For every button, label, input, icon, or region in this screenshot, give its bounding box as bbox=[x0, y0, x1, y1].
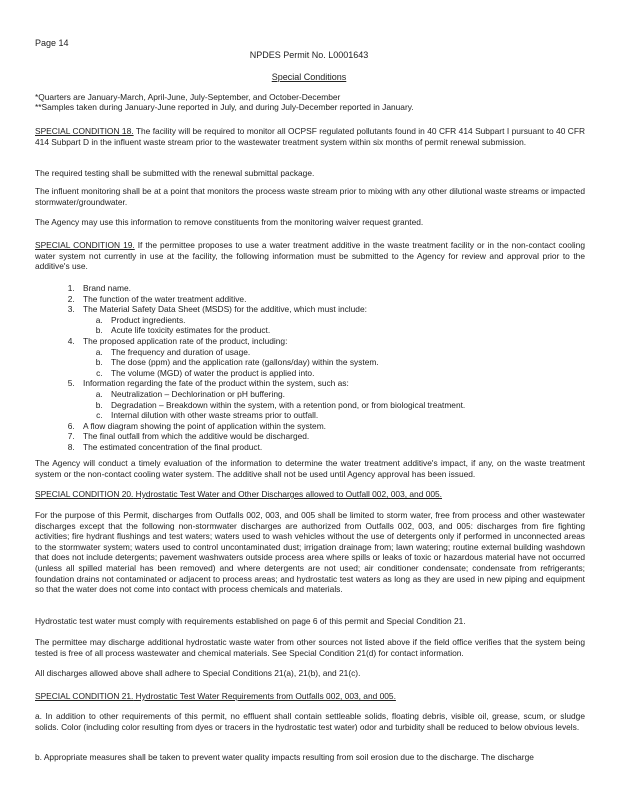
list-item bbox=[77, 336, 597, 378]
sub-list-item: c. Internal dilution with other waste streams prior to outfall. bbox=[105, 410, 597, 421]
sub-list bbox=[83, 347, 597, 379]
note-quarters: *Quarters are January-March, April-June, July-September, and October-December bbox=[35, 92, 341, 102]
sc18-paragraph-3: The influent monitoring shall be at a point that monitors the process waste stream prior to mixing with any other dilutional waste streams or impacted stormwater/groundwater. bbox=[35, 186, 585, 207]
sc20-paragraph-2: Hydrostatic test water must comply with requirements established on page 6 of this permit and Special Condition 21. bbox=[35, 616, 466, 626]
sub-list-item: a. The frequency and duration of usage. bbox=[105, 347, 597, 358]
special-condition-21 bbox=[35, 691, 585, 702]
sub-list-item: c. The volume (MGD) of water the product is applied into. bbox=[105, 368, 597, 379]
list-item: 6. A flow diagram showing the point of application within the system. bbox=[77, 421, 597, 432]
sc18-text: The facility will be required to monitor all OCPSF regulated pollutants found in 40 CFR 414 Subpart I pursuant to 40 CFR 414 Subpart D in the influent waste stream prior to the wastewater treatment system within six months of permit renewal submission. bbox=[35, 126, 585, 147]
sub-list-item: a. Product ingredients. bbox=[105, 315, 597, 326]
sc19-text: If the permittee proposes to use a water treatment additive in the waste treatment facility or in the non-contact cooling water system not currently in use at the facility, the following information must be submitted to the Agency for review and approval prior to the additive's use. bbox=[35, 240, 585, 272]
sc21-heading: SPECIAL CONDITION 21. bbox=[35, 691, 134, 701]
list-item-label: The proposed application rate of the product, including: bbox=[83, 335, 288, 346]
sub-list-item: b. The dose (ppm) and the application rate (gallons/day) within the system. bbox=[105, 357, 597, 368]
sc18-paragraph-2: The required testing shall be submitted with the renewal submittal package. bbox=[35, 168, 315, 178]
list-item bbox=[77, 378, 597, 420]
list-item-label: Information regarding the fate of the product within the system, such as: bbox=[83, 378, 349, 389]
list-item: 8. The estimated concentration of the final product. bbox=[77, 442, 597, 453]
permit-title: NPDES Permit No. L0001643 bbox=[249, 50, 369, 60]
sc20-paragraph-3: The permittee may discharge additional hydrostatic waste water from other sources not listed above if the field office verifies that the system being tested is free of all process wastewater and chemical materials. See Special Condition 21(d) for contact information. bbox=[35, 637, 585, 658]
sc19-heading: SPECIAL CONDITION 19. bbox=[35, 240, 135, 250]
note-samples: **Samples taken during January-June reported in July, and during July-December reported in January. bbox=[35, 102, 414, 112]
sub-list-item: b. Acute life toxicity estimates for the product. bbox=[105, 325, 597, 336]
sc18-paragraph-4: The Agency may use this information to remove constituents from the monitoring waiver request granted. bbox=[35, 217, 424, 227]
sc21-paragraph-a: a. In addition to other requirements of this permit, no effluent shall contain settleable solids, floating debris, visible oil, grease, scum, or sludge solids. Color (including color resulting from dyes or tracers in the hydrostatic test water) odor and turbidity shall be reduced to below obvious levels. bbox=[35, 711, 585, 732]
special-condition-19 bbox=[35, 240, 585, 272]
sc20-paragraph-4: All discharges allowed above shall adhere to Special Conditions 21(a), 21(b), and 21(c). bbox=[35, 668, 361, 678]
sc19-closing: The Agency will conduct a timely evaluation of the information to determine the water treatment additive's impact, if any, on the waste treatment system or the non-contact cooling water system. The additive shall not be used until Agency approval has been issued. bbox=[35, 458, 585, 479]
additive-requirements-list bbox=[35, 283, 597, 453]
sub-list-item: b. Degradation – Breakdown within the system, with a retention pond, or from biological treatment. bbox=[105, 400, 597, 411]
special-condition-18 bbox=[35, 126, 585, 147]
sc18-heading: SPECIAL CONDITION 18. bbox=[35, 126, 134, 136]
page-number: Page 14 bbox=[35, 38, 69, 48]
sc21-paragraph-b: b. Appropriate measures shall be taken to prevent water quality impacts resulting from soil erosion due to the discharge. The discharge bbox=[35, 752, 534, 762]
list-item: 7. The final outfall from which the additive would be discharged. bbox=[77, 431, 597, 442]
list-item-label: The Material Safety Data Sheet (MSDS) for the additive, which must include: bbox=[83, 304, 367, 315]
sub-list-item: a. Neutralization – Dechlorination or pH buffering. bbox=[105, 389, 597, 400]
sc20-paragraph-1: For the purpose of this Permit, discharges from Outfalls 002, 003, and 005 shall be limited to storm water, free from process and other wastewater discharges except that the following non-stormwater discharges are authorized from Outfalls 002, 003, and 005: discharges from fire fighting activities; fire hydrant flushings and test waters; waters used to wash vehicles without the use of detergents only if performed in unconnected areas to the stormwater system; waters used to control uncontaminated dust; irrigation drainage from; lawn watering; routine external building washdown that does not include detergents; pavement washwaters outside process area where spills or leaks of toxic or hazardous material have not occurred (unless all spilled material has been removed) and where detergents are not used; air conditioner condensate; condensate from refrigerants; foundation drains not contaminated or adjacent to process areas; and hydrostatic test waters as long as they are used in new piping and equipment so that the water does not come into contact with process chemicals and materials. bbox=[35, 510, 585, 595]
sc21-title: Hydrostatic Test Water Requirements from Outfalls 002, 003, and 005. bbox=[133, 691, 396, 701]
list-item bbox=[77, 304, 597, 336]
section-title: Special Conditions bbox=[271, 72, 347, 82]
special-condition-20 bbox=[35, 489, 585, 500]
sub-list bbox=[83, 315, 597, 336]
list-item: 1. Brand name. bbox=[77, 283, 597, 294]
sc20-title: Hydrostatic Test Water and Other Discharges allowed to Outfall 002, 003, and 005. bbox=[133, 489, 443, 499]
sc20-heading: SPECIAL CONDITION 20. bbox=[35, 489, 134, 499]
sub-list bbox=[83, 389, 597, 421]
list-item: 2. The function of the water treatment additive. bbox=[77, 294, 597, 305]
